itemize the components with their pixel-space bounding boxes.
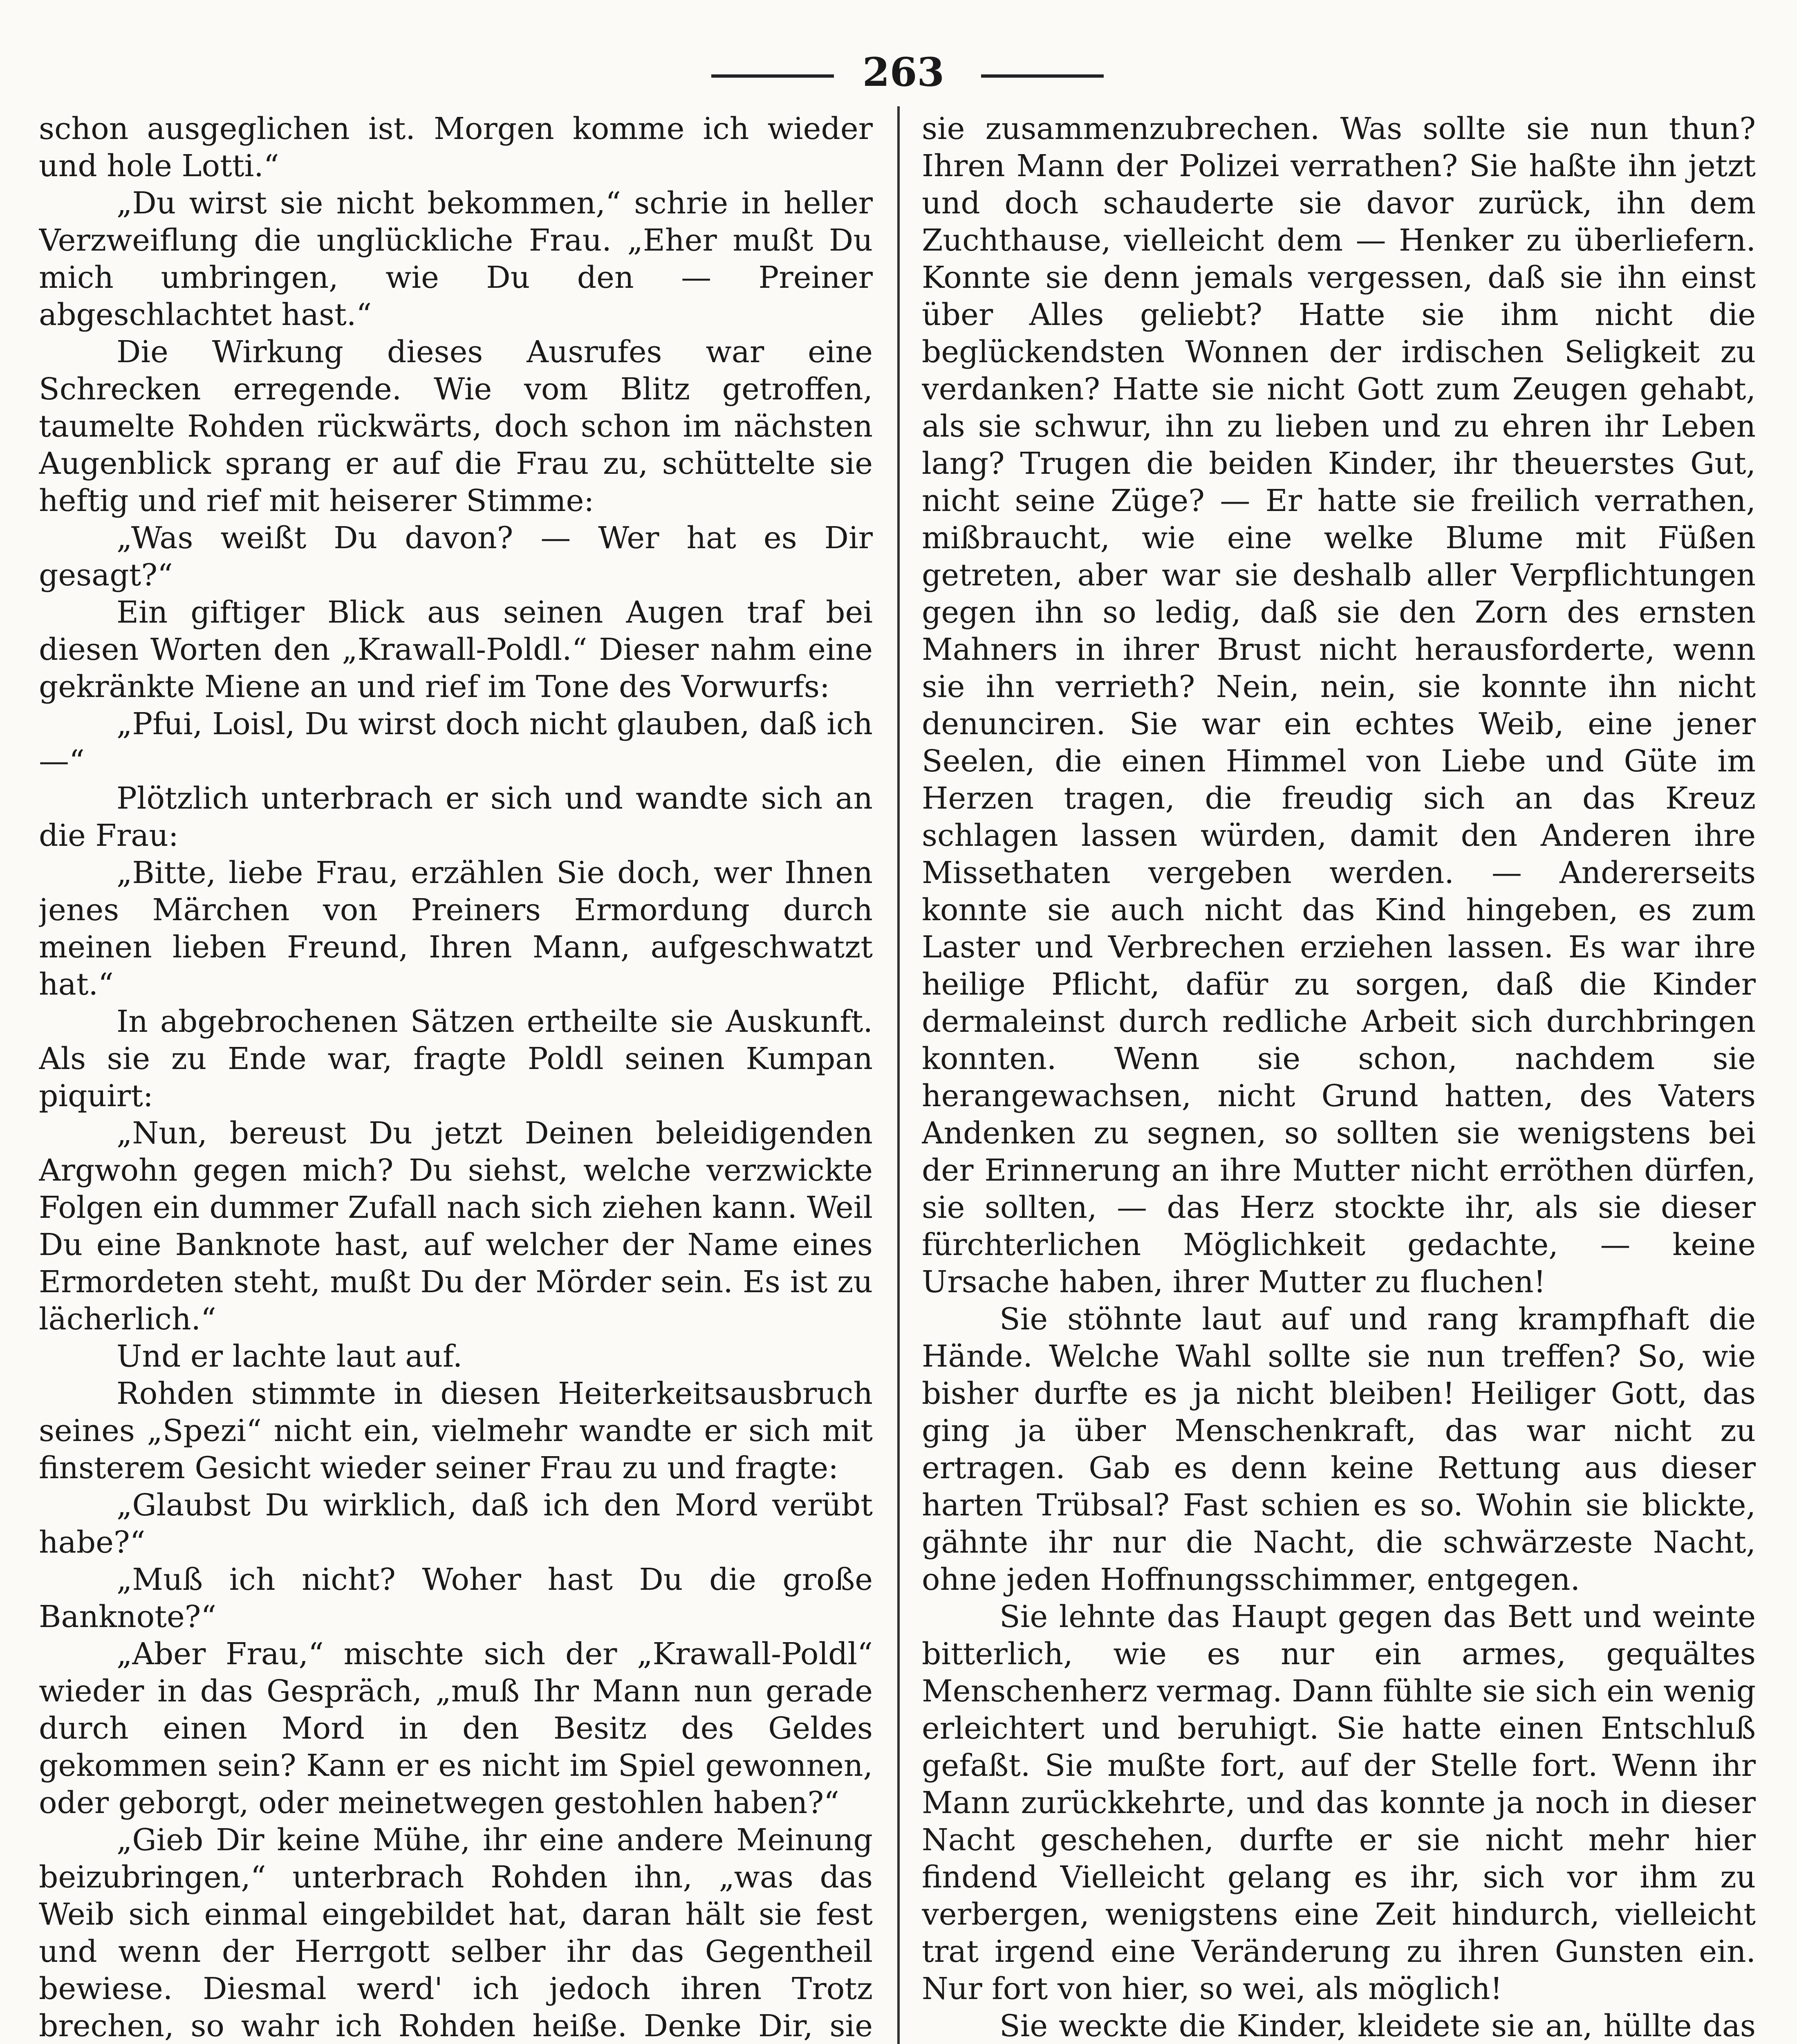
column-divider <box>897 106 900 2044</box>
paragraph: Die Wirkung dieses Ausrufes war eine Schrecken erregende. Wie vom Blitz getroffen, taumelte Rohden rückwärts, doch schon im nächsten Augenblick sprang er auf die Frau zu, schüttelte sie heftig und rief mit heiserer Stimme: <box>39 334 873 518</box>
page-header <box>695 49 1104 98</box>
page-number: 263 <box>862 49 945 95</box>
paragraph: „Du wirst sie nicht bekommen,“ schrie in heller Verzweiflung die unglückliche Frau. „Eher mußt Du mich umbringen, wie Du den — Preiner abgeschlachtet hast.“ <box>39 186 873 332</box>
left-column <box>39 110 873 2044</box>
header-rule-right <box>981 74 1104 78</box>
paragraph: „Pfui, Loisl, Du wirst doch nicht glauben, daß ich —“ <box>39 706 873 779</box>
paragraph: Sie stöhnte laut auf und rang krampfhaft die Hände. Welche Wahl sollte sie nun treffen? So, wie bisher durfte es ja nicht bleiben! Heiliger Gott, das ging ja über Menschenkraft, das war nicht zu ertragen. Gab es denn keine Rettung aus dieser harten Trübsal? Fast schien es so. Wohin sie blickte, gähnte ihr nur die Nacht, die schwärzeste Nacht, ohne jeden Hoffnungsschimmer, entgegen. <box>922 1302 1756 1597</box>
paragraph: Sie lehnte das Haupt gegen das Bett und weinte bitterlich, wie es nur ein armes, gequältes Menschenherz vermag. Dann fühlte sie sich ein wenig erleichtert und beruhigt. Sie hatte einen Entschluß gefaßt. Sie mußte fort, auf der Stelle fort. Wenn ihr Mann zurückkehrte, und das konnte ja noch in dieser Nacht geschehen, durfte er sie nicht mehr hier findend Vielleicht gelang es ihr, sich vor ihm zu verbergen, wenigstens eine Zeit hindurch, vielleicht trat irgend eine Veränderung zu ihren Gunsten ein. Nur fort von hier, so wei, als möglich! <box>922 1599 1756 2006</box>
paragraph: Rohden stimmte in diesen Heiterkeitsausbruch seines „Spezi“ nicht ein, vielmehr wandte er sich mit finsterem Gesicht wieder seiner Frau zu und fragte: <box>39 1376 873 1486</box>
paragraph: Und er lachte laut auf. <box>117 1339 463 1374</box>
paragraph: „Was weißt Du davon? — Wer hat es Dir gesagt?“ <box>39 520 873 593</box>
paragraph: In abgebrochenen Sätzen ertheilte sie Auskunft. Als sie zu Ende war, fragte Poldl seinen Kumpan piquirt: <box>39 1004 873 1114</box>
paragraph: „Bitte, liebe Frau, erzählen Sie doch, wer Ihnen jenes Märchen von Preiners Ermordung durch meinen lieben Freund, Ihren Mann, aufgeschwatzt hat.“ <box>39 855 873 1002</box>
paragraph: sie zusammenzubrechen. Was sollte sie nun thun? Ihren Mann der Polizei verrathen? Sie haßte ihn jetzt und doch schauderte sie davor zurück, ihn dem Zuchthause, vielleicht dem — Henker zu überliefern. Konnte sie denn jemals vergessen, daß sie ihn einst über Alles geliebt? Hatte sie ihm nicht die beglückendsten Wonnen der irdischen Seligkeit zu verdanken? Hatte sie nicht Gott zum Zeugen gehabt, als sie schwur, ihn zu lieben und zu ehren ihr Leben lang? Trugen die beiden Kinder, ihr theuerstes Gut, nicht seine Züge? — Er hatte sie freilich verrathen, mißbraucht, wie eine welke Blume mit Füßen getreten, aber war sie deshalb aller Verpflichtungen gegen ihn so ledig, daß sie den Zorn des ernsten Mahners in ihrer Brust nicht herausforderte, wenn sie ihn verrieth? Nein, nein, sie konnte ihn nicht denunciren. Sie war ein echtes Weib, eine jener Seelen, die einen Himmel von Liebe und Güte im Herzen tragen, die freudig sich an das Kreuz schlagen lassen würden, damit den Anderen ihre Missethaten vergeben werden. — Andererseits konnte sie auch nicht das Kind hingeben, es zum Laster und Verbrechen erziehen lassen. Es war ihre heilige Pflicht, dafür zu sorgen, daß die Kinder dermaleinst durch redliche Arbeit sich durchbringen konnten. Wenn sie schon, nachdem sie herangewachsen, nicht Grund hatten, des Vaters Andenken zu segnen, so sollten sie wenigstens bei der Erinnerung an ihre Mutter nicht erröthen dürfen, sie sollten, — das Herz stockte ihr, als sie dieser fürchterlichen Möglichkeit gedachte, — keine Ursache haben, ihrer Mutter zu fluchen! <box>922 111 1756 1300</box>
paragraph: schon ausgeglichen ist. Morgen komme ich wieder und hole Lotti.“ <box>39 111 873 184</box>
paragraph: Sie weckte die Kinder, kleidete sie an, hüllte das <box>999 2008 1756 2044</box>
paragraph: „Glaubst Du wirklich, daß ich den Mord verübt habe?“ <box>39 1488 873 1560</box>
header-rule-left <box>711 74 834 78</box>
paragraph: Plötzlich unterbrach er sich und wandte sich an die Frau: <box>39 781 873 853</box>
paragraph: „Muß ich nicht? Woher hast Du die große Banknote?“ <box>39 1562 873 1634</box>
paragraph: Ein giftiger Blick aus seinen Augen traf bei diesen Worten den „Krawall-Poldl.“ Dieser nahm eine gekränkte Miene an und rief im Tone des Vorwurfs: <box>39 595 873 704</box>
paragraph: „Aber Frau,“ mischte sich der „Krawall-Poldl“ wieder in das Gespräch, „muß Ihr Mann nun gerade durch einen Mord in den Besitz des Geldes gekommen sein? Kann er es nicht im Spiel gewonnen, oder geborgt, oder meinetwegen gestohlen haben?“ <box>39 1636 873 1820</box>
right-column <box>922 110 1756 2044</box>
paragraph: „Gieb Dir keine Mühe, ihr eine andere Meinung beizubringen,“ unterbrach Rohden ihn, „was das Weib sich einmal eingebildet hat, daran hält sie fest und wenn der Herrgott selber ihr das Gegentheil bewiese. Diesmal werd' ich jedoch ihren Trotz brechen, so wahr ich Rohden heiße. Denke Dir, sie <box>39 1822 873 2044</box>
paragraph: „Nun, bereust Du jetzt Deinen beleidigenden Argwohn gegen mich? Du siehst, welche verzwickte Folgen ein dummer Zufall nach sich ziehen kann. Weil Du eine Banknote hast, auf welcher der Name eines Ermordeten steht, mußt Du der Mörder sein. Es ist zu lächerlich.“ <box>39 1116 873 1337</box>
